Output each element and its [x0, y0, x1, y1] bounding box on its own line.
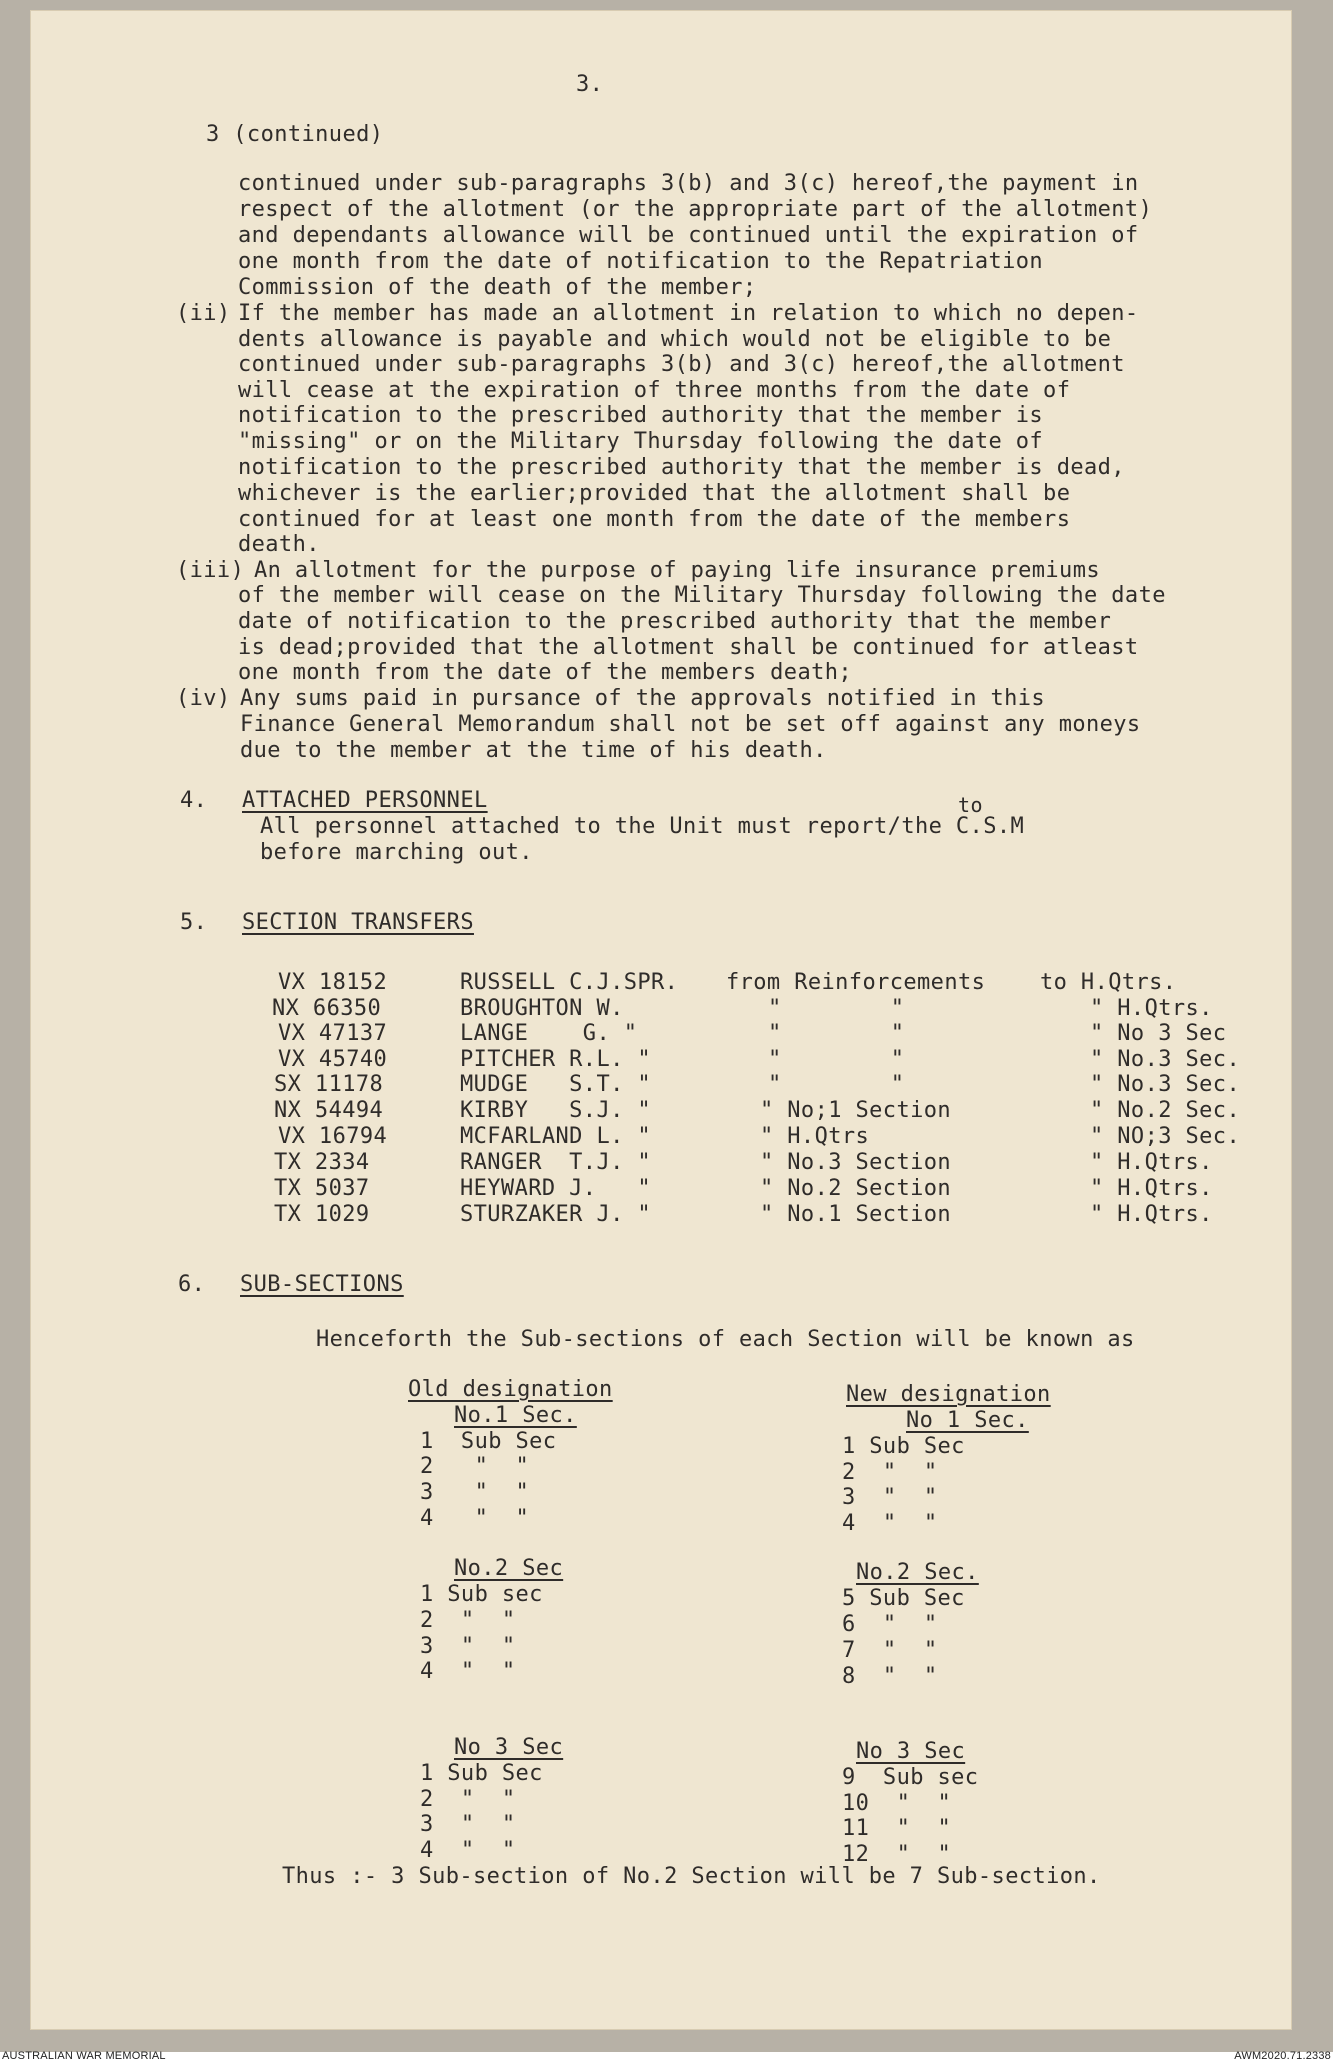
item-ii-line: death. — [238, 532, 320, 557]
section4-number: 4. — [180, 788, 208, 813]
transfer-from: " " — [768, 996, 905, 1021]
section4-title: ATTACHED PERSONNEL — [242, 788, 488, 813]
item-ii-line: continued for at least one month from the date of the members — [238, 507, 1071, 532]
group-title: No 3 Sec — [454, 1735, 564, 1760]
transfer-from: " " — [768, 1047, 905, 1072]
member-name: HEYWARD J. " — [460, 1176, 652, 1201]
new-designation-heading: New designation — [846, 1382, 1051, 1407]
transfer-from: " H.Qtrs — [760, 1124, 870, 1149]
transfer-from: from Reinforcements — [726, 970, 986, 995]
service-number: NX 54494 — [274, 1098, 384, 1123]
service-number: TX 5037 — [274, 1176, 370, 1201]
section6-title: SUB-SECTIONS — [240, 1272, 404, 1297]
page-number: 3. — [576, 72, 604, 97]
group-title: No 1 Sec. — [906, 1408, 1029, 1433]
item-ii-line: dents allowance is payable and which would not be eligible to be — [238, 327, 1112, 352]
continued-heading: 3 (continued) — [206, 122, 384, 147]
transfer-from: " " — [768, 1021, 905, 1046]
group-title: No.2 Sec. — [856, 1560, 979, 1585]
group-row: 12 " " — [842, 1842, 952, 1867]
item-ii-line: will cease at the expiration of three months from the date of — [238, 378, 1071, 403]
member-name: MCFARLAND L. " — [460, 1124, 652, 1149]
group-row: 2 " " — [842, 1460, 938, 1485]
para3-line: respect of the allotment (or the appropriate part of the allotment) — [238, 197, 1153, 222]
item-iv-marker: (iv) — [176, 686, 231, 711]
section6-intro: Henceforth the Sub-sections of each Section will be known as — [316, 1327, 1135, 1352]
para3-line: Commission of the death of the member; — [238, 275, 757, 300]
section5-number: 5. — [180, 910, 208, 935]
member-name: KIRBY S.J. " — [460, 1098, 652, 1123]
member-name: STURZAKER J. " — [460, 1202, 652, 1227]
item-iii-line: date of notification to the prescribed authority that the member — [238, 609, 1112, 634]
group-row: 3 " " — [420, 1480, 530, 1505]
item-ii-marker: (ii) — [176, 301, 231, 326]
service-number: TX 2334 — [274, 1150, 370, 1175]
transfer-from: " No;1 Section — [760, 1098, 952, 1123]
transfer-from: " " — [768, 1072, 905, 1097]
service-number: TX 1029 — [274, 1202, 370, 1227]
group-row: 1 Sub Sec — [842, 1434, 965, 1459]
item-iii-line: An allotment for the purpose of paying life insurance premiums — [254, 558, 1100, 583]
group-title: No.1 Sec. — [454, 1403, 577, 1428]
transfer-to: " H.Qtrs. — [1090, 1150, 1213, 1175]
section4-insert: to — [958, 793, 983, 817]
member-name: LANGE G. " — [460, 1021, 638, 1046]
transfer-from: " No.3 Section — [760, 1150, 952, 1175]
group-row: 9 Sub sec — [842, 1765, 979, 1790]
service-number: NX 66350 — [272, 996, 382, 1021]
transfer-to: " No.3 Sec. — [1090, 1047, 1241, 1072]
group-row: 2 " " — [420, 1787, 516, 1812]
item-iii-marker: (iii) — [176, 558, 245, 583]
item-ii-line: notification to the prescribed authority that the member is dead, — [238, 455, 1125, 480]
section6-example: Thus :- 3 Sub-section of No.2 Section will be 7 Sub-section. — [282, 1864, 1101, 1889]
group-row: 4 " " — [842, 1511, 938, 1536]
group-row: 6 " " — [842, 1612, 938, 1637]
service-number: SX 11178 — [274, 1072, 384, 1097]
group-title: No.2 Sec — [454, 1556, 564, 1581]
service-number: VX 16794 — [278, 1124, 388, 1149]
para3-line: one month from the date of notification to the Repatriation — [238, 249, 1044, 274]
item-iv-line: due to the member at the time of his death. — [240, 738, 827, 763]
group-row: 5 Sub Sec — [842, 1586, 965, 1611]
group-row: 2 " " — [420, 1454, 530, 1479]
group-row: 8 " " — [842, 1664, 938, 1689]
group-row: 1 Sub Sec — [420, 1761, 543, 1786]
transfer-to: " No.2 Sec. — [1090, 1098, 1241, 1123]
old-designation-heading: Old designation — [408, 1377, 613, 1402]
group-row: 4 " " — [420, 1838, 516, 1863]
transfer-to: " H.Qtrs. — [1090, 1176, 1213, 1201]
item-iii-line: is dead;provided that the allotment shall be continued for atleast — [238, 635, 1139, 660]
footer-left: AUSTRALIAN WAR MEMORIAL — [2, 2050, 166, 2062]
group-row: 3 " " — [420, 1812, 516, 1837]
transfer-to: " No 3 Sec — [1090, 1021, 1227, 1046]
member-name: MUDGE S.T. " — [460, 1072, 652, 1097]
member-name: PITCHER R.L. " — [460, 1047, 652, 1072]
transfer-to: to H.Qtrs. — [1040, 970, 1177, 995]
member-name: RANGER T.J. " — [460, 1150, 652, 1175]
section4-line: All personnel attached to the Unit must report/the C.S.M — [260, 814, 1025, 839]
item-ii-line: whichever is the earlier;provided that the allotment shall be — [238, 481, 1071, 506]
item-ii-line: If the member has made an allotment in relation to which no depen- — [238, 301, 1139, 326]
group-row: 7 " " — [842, 1638, 938, 1663]
group-row: 11 " " — [842, 1816, 952, 1841]
service-number: VX 18152 — [278, 970, 388, 995]
section4-line: before marching out. — [260, 840, 533, 865]
group-row: 3 " " — [420, 1634, 516, 1659]
group-row: 2 " " — [420, 1608, 516, 1633]
footer-right: AWM2020.71.2338 — [1234, 2050, 1331, 2062]
group-row: 1 Sub Sec — [420, 1429, 557, 1454]
group-row: 4 " " — [420, 1506, 530, 1531]
member-name: BROUGHTON W. — [460, 996, 624, 1021]
item-ii-line: notification to the prescribed authority that the member is — [238, 403, 1044, 428]
section5-title: SECTION TRANSFERS — [242, 910, 474, 935]
item-iii-line: one month from the date of the members death; — [238, 660, 853, 685]
group-row: 1 Sub sec — [420, 1582, 543, 1607]
item-ii-line: "missing" or on the Military Thursday following the date of — [238, 429, 1044, 454]
transfer-from: " No.1 Section — [760, 1202, 952, 1227]
member-name: RUSSELL C.J.SPR. — [460, 970, 679, 995]
group-title: No 3 Sec — [856, 1739, 966, 1764]
group-row: 3 " " — [842, 1485, 938, 1510]
transfer-from: " No.2 Section — [760, 1176, 952, 1201]
item-iv-line: Any sums paid in pursance of the approvals notified in this — [240, 686, 1046, 711]
para3-line: and dependants allowance will be continued until the expiration of — [238, 223, 1139, 248]
service-number: VX 47137 — [278, 1021, 388, 1046]
transfer-to: " H.Qtrs. — [1090, 996, 1213, 1021]
transfer-to: " H.Qtrs. — [1090, 1202, 1213, 1227]
item-iv-line: Finance General Memorandum shall not be set off against any moneys — [240, 712, 1141, 737]
group-row: 10 " " — [842, 1791, 952, 1816]
item-ii-line: continued under sub-paragraphs 3(b) and 3(c) hereof,the allotment — [238, 352, 1125, 377]
para3-line: continued under sub-paragraphs 3(b) and 3(c) hereof,the payment in — [238, 171, 1139, 196]
group-row: 4 " " — [420, 1659, 516, 1684]
item-iii-line: of the member will cease on the Military Thursday following the date — [238, 583, 1166, 608]
transfer-to: " No.3 Sec. — [1090, 1072, 1241, 1097]
section6-number: 6. — [178, 1272, 206, 1297]
service-number: VX 45740 — [278, 1047, 388, 1072]
transfer-to: " NO;3 Sec. — [1090, 1124, 1241, 1149]
